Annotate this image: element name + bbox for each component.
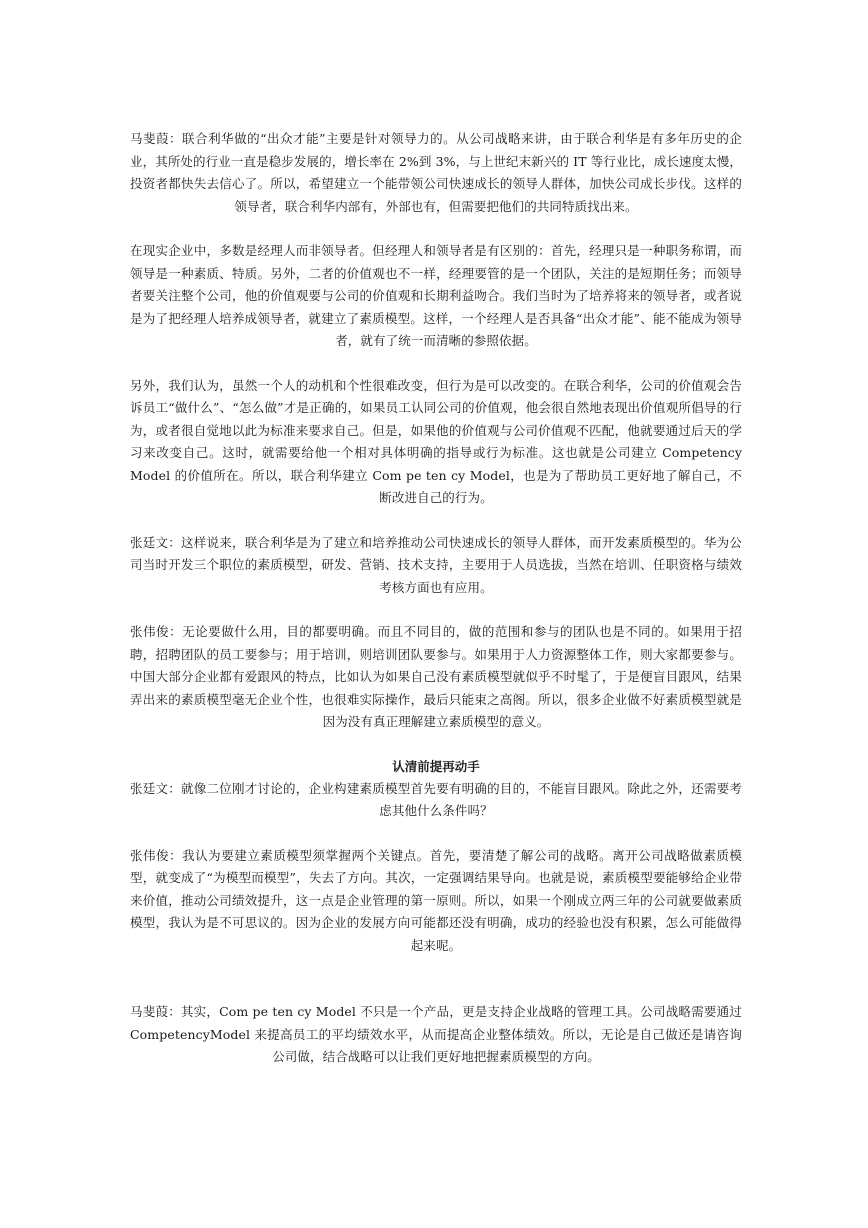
paragraph-gap [130, 218, 742, 240]
paragraph-2: 在现实企业中，多数是经理人而非领导者。但经理人和领导者是有区别的：首先，经理只是一种职务称谓，而领导是一种素质、特质。另外，二者的价值观也不一样，经理要管的是一个团队，关注的是短期任务；而领导者要关注整个公司，他的价值观要与公司的价值观和长期利益吻合。我们当时为了培养将来的领导者，或者说是为了把经理人培养成领导者，就建立了素质模型。这样，一个经理人是否具备“出众才能”、能不能成为领导者，就有了统一而清晰的参照依据。 [130, 243, 742, 348]
paragraph-gap [130, 353, 742, 375]
paragraph-3: 另外，我们认为，虽然一个人的动机和个性很难改变，但行为是可以改变的。在联合利华，公司的价值观会告诉员工“做什么”、“怎么做”才是正确的，如果员工认同公司的价值观，他会很自然地表现出价值观所倡导的行为，或者很自觉地以此为标准来要求自己。但是，如果他的价值观与公司价值观不匹配，他就要通过后天的学习来改变自己。这时，就需要给他一个相对具体明确的指导或行为标准。这也就是公司建立 Competency Model 的价值所在。所以，联合利华建立 Com pe ten cy Model，也是为了帮助员工更好地了解自己，不断改进自己的行为。 [130, 377, 742, 505]
paragraph-gap [130, 823, 742, 845]
paragraph-gap [130, 599, 742, 621]
section-heading: 认清前提再动手 [392, 758, 480, 774]
paragraph-7: 张伟俊：我认为要建立素质模型须掌握两个关键点。首先，要清楚了解公司的战略。离开公司战略做素质模型，就变成了“为模型而模型”，失去了方向。其次，一定强调结果导向。也就是说，素质模型要能够给企业带来价值，推动公司绩效提升，这一点是企业管理的第一原则。所以，如果一个刚成立两三年的公司就要做素质模型，我认为是不可思议的。因为企业的发展方向可能都还没有明确，成功的经验也没有积累，怎么可能做得起来呢。 [130, 847, 742, 953]
paragraph-8: 马斐葭：其实，Com pe ten cy Model 不只是一个产品，更是支持企业战略的管理工具。公司战略需要通过 CompetencyModel 来提高员工的平均绩效水平，从而提高企业整体绩效。所以，无论是自己做还是请咨询公司做，结合战略可以让我们更好地把握素质模型的方向。 [130, 1004, 742, 1064]
paragraph-1: 马斐葭：联合利华做的“出众才能”主要是针对领导力的。从公司战略来讲，由于联合利华是有多年历史的企业，其所处的行业一直是稳步发展的，增长率在 2%到 3%，与上世纪末新兴的 IT 等行业比，成长速度太慢，投资者都快失去信心了。所以，希望建立一个能带领公司快速成长的领导人群体，加快公司成长步伐。这样的领导者，联合利华内部有，外部也有，但需要把他们的共同特质找出来。 [130, 131, 742, 214]
paragraph-gap [130, 510, 742, 532]
paragraph-5: 张伟俊：无论要做什么用，目的都要明确。而且不同目的，做的范围和参与的团队也是不同的。如果用于招聘，招聘团队的员工要参与；用于培训，则培训团队要参与。如果用于人力资源整体工作，则大家都要参与。中国大部分企业都有爱跟风的特点，比如认为如果自己没有素质模型就似乎不时髦了，于是便盲目跟风，结果弄出来的素质模型毫无企业个性，也很难实际操作，最后只能束之高阁。所以，很多企业做不好素质模型就是因为没有真正理解建立素质模型的意义。 [130, 624, 742, 729]
paragraph-gap [130, 734, 742, 756]
paragraph-gap [130, 957, 742, 1001]
paragraph-4: 张廷文：这样说来，联合利华是为了建立和培养推动公司快速成长的领导人群体，而开发素质模型的。华为公司当时开发三个职位的素质模型，研发、营销、技术支持，主要用于人员选拔，当然在培训、任职资格与绩效考核方面也有应用。 [130, 534, 742, 595]
document-body [130, 128, 742, 1069]
paragraph-6: 张廷文：就像二位刚才讨论的，企业构建素质模型首先要有明确的目的，不能盲目跟风。除此之外，还需要考虑其他什么条件吗？ [130, 780, 742, 818]
